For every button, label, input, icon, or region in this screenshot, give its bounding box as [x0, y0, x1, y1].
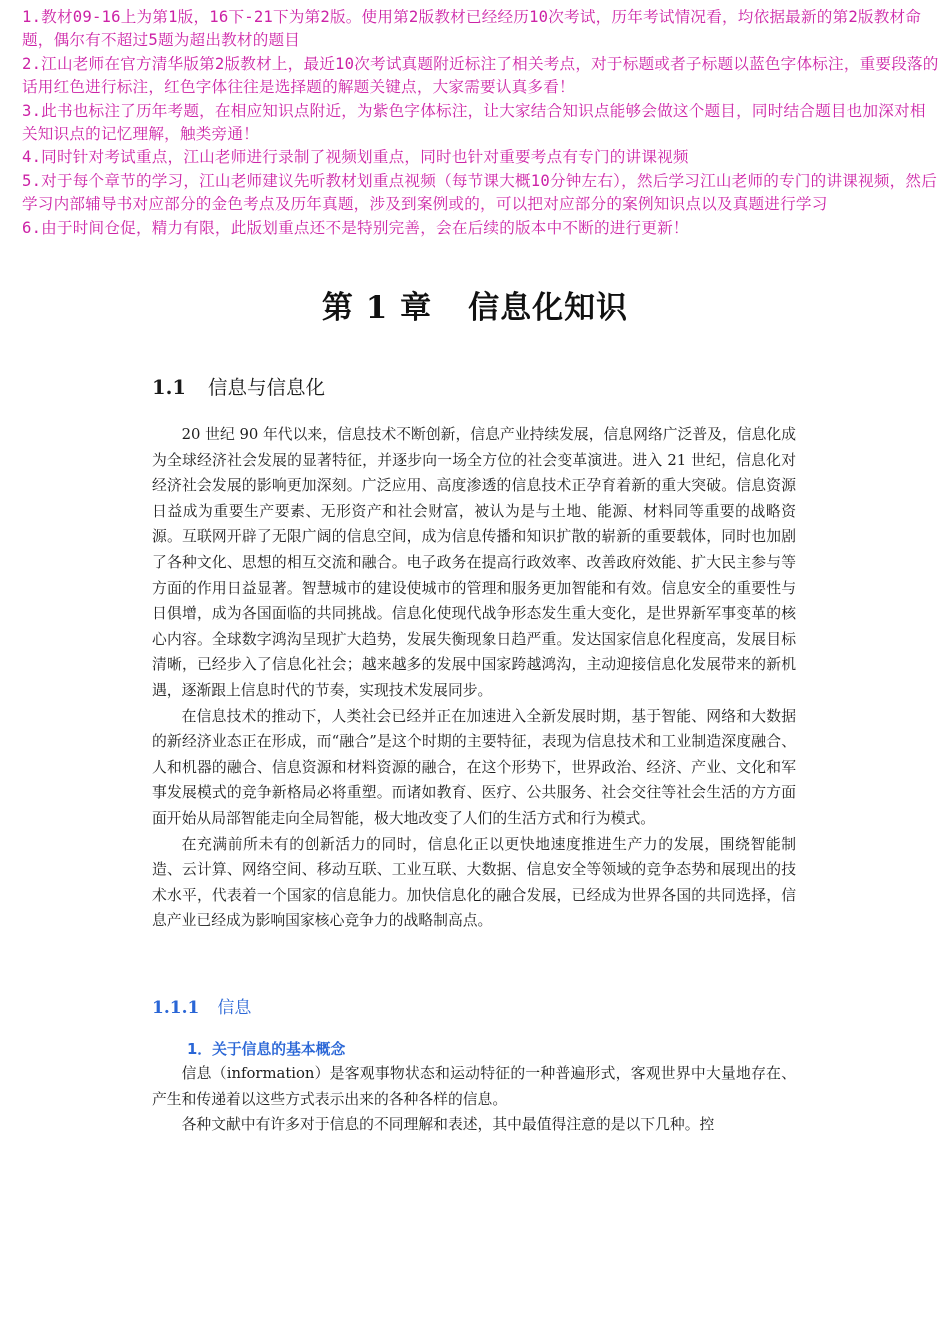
note-6: 6.由于时间仓促，精力有限，此版划重点还不是特别完善，会在后续的版本中不断的进行更新！ — [22, 218, 689, 237]
paragraph: 20 世纪 90 年代以来，信息技术不断创新，信息产业持续发展，信息网络广泛普及，信息化成为全球经济社会发展的显著特征，并逐步向一场全方位的社会变革演进。进入 21 世纪，信息化对经济社会发展的影响更加深刻。广泛应用、高度渗透的信息技术正孕育着新的重大突破。信息资源日益成为重要生产要素、无形资产和社会财富，被认为是与土地、能源、材料同等重要的战略资源。互联网开辟了无限广阔的信息空间，成为信息传播和知识扩散的崭新的重要载体，同时也加剧了各种文化、思想的相互交流和融合。电子政务在提高行政效率、改善政府效能、扩大民主参与等方面的作用日益显著。智慧城市的建设使城市的管理和服务更加智能和有效。信息安全的重要性与日俱增，成为各国面临的共同挑战。信息化使现代战争形态发生重大变化，是世界新军事变革的核心内容。全球数字鸿沟呈现扩大趋势，发展失衡现象日趋严重。发达国家信息化程度高，发展目标清晰，已经步入了信息化社会；越来越多的发展中国家跨越鸿沟，主动迎接信息化发展带来的新机遇，逐渐跟上信息时代的节奏，实现技术发展同步。 — [152, 426, 796, 699]
paragraph: 在信息技术的推动下，人类社会已经并正在加速进入全新发展时期，基于智能、网络和大数据的新经济业态正在形成，而“融合”是这个时期的主要特征，表现为信息技术和工业制造深度融合、人和机器的融合、信息资源和材料资源的融合，在这个形势下，世界政治、经济、产业、文化和军事发展模式的竞争新格局必将重塑。而诸如教育、医疗、公共服务、社会交往等社会生活的方方面面开始从局部智能走向全局智能，极大地改变了人们的生活方式和行为模式。 — [152, 707, 796, 827]
paragraph: 信息（information）是客观事物状态和运动特征的一种普遍形式，客观世界中大量地存在、产生和传递着以这些方式表示出来的各种各样的信息。 — [152, 1065, 796, 1108]
note-2: 2.江山老师在官方清华版第2版教材上，最近10次考试真题附近标注了相关考点，对于标题或者子标题以蓝色字体标注，重要段落的话用红色进行标注，红色字体往往是选择题的解题关键点，大家需要认真多看！ — [22, 54, 939, 97]
section-number: 1.1 — [152, 376, 186, 399]
section-heading — [152, 372, 325, 400]
section-name: 信息与信息化 — [207, 376, 325, 399]
section-body — [152, 422, 796, 934]
note-3: 3.此书也标注了历年考题，在相应知识点附近，为紫色字体标注，让大家结合知识点能够会做这个题目，同时结合题目也加深对相关知识点的记忆理解，触类旁通！ — [22, 101, 926, 144]
paragraph: 各种文献中有许多对于信息的不同理解和表述，其中最值得注意的是以下几种。控 — [181, 1116, 715, 1134]
chapter-name: 信息化知识 — [468, 290, 629, 326]
note-5: 5.对于每个章节的学习，江山老师建议先听教材划重点视频（每节课大概10分钟左右），然后学习江山老师的专门的讲课视频，然后学习内部辅导书对应部分的金色考点及历年真题，涉及到案例或的，可以把对应部分的案例知识点以及真题进行学习 — [22, 171, 938, 214]
note-4: 4.同时针对考试重点，江山老师进行录制了视频划重点，同时也针对重要考点有专门的讲课视频 — [22, 148, 689, 167]
topic-heading: 1．关于信息的基本概念 — [187, 1041, 346, 1058]
editor-notes — [22, 6, 940, 240]
subsection-number: 1.1.1 — [152, 998, 200, 1018]
subsection-body — [152, 1061, 796, 1138]
chapter-number: 第 1 章 — [321, 290, 433, 326]
subsection-heading — [152, 993, 251, 1018]
chapter-title — [0, 282, 950, 327]
note-1: 1.教材09-16上为第1版，16下-21下为第2版。使用第2版教材已经经历10次考试，历年考试情况看，均依据最新的第2版教材命题，偶尔有不超过5题为超出教材的题目 — [22, 8, 922, 50]
paragraph: 在充满前所未有的创新活力的同时，信息化正以更快地速度推进生产力的发展，围绕智能制造、云计算、网络空间、移动互联、工业互联、大数据、信息安全等领域的竞争态势和展现出的技术水平，代表着一个国家的信息能力。加快信息化的融合发展，已经成为世界各国的共同选择，信息产业已经成为影响国家核心竞争力的战略制高点。 — [152, 835, 796, 930]
subsection-name: 信息 — [217, 998, 252, 1018]
